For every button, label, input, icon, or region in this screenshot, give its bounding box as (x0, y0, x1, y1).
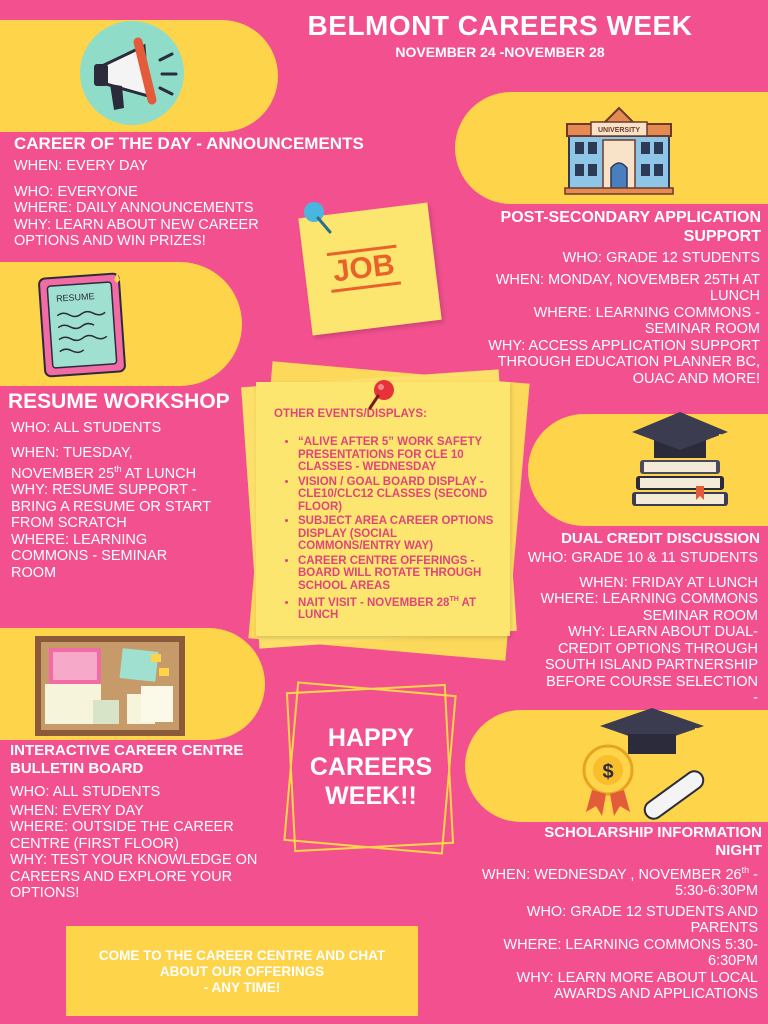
university-icon (563, 98, 675, 196)
scholarship-when-sup: th (741, 865, 750, 875)
dual-credit-details (525, 550, 758, 712)
scholarship-when-text: WHEN: WEDNESDAY , NOVEMBER 26 (481, 866, 742, 883)
red-pushpin-icon (364, 378, 404, 414)
nait-visit-rest: AT LUNCH (298, 596, 477, 622)
happy-line-3: WEEK!! (325, 782, 417, 810)
footer-line-3: - ANY TIME! (203, 980, 281, 995)
bulletin-title (10, 742, 270, 778)
other-events-title: OTHER EVENTS/DISPLAYS: (274, 408, 427, 420)
post-secondary-details (480, 250, 760, 392)
university-sign: UNIVERSITY (597, 127, 641, 134)
resume-when-sup: th (114, 464, 122, 474)
dual-credit-title: DUAL CREDIT DISCUSSION (561, 530, 760, 547)
dual-credit-why: WHY: LEARN ABOUT DUAL-CREDIT OPTIONS THROUGH SOUTH ISLAND PARTNERSHIP BEFORE COURSE SELECTION (545, 624, 758, 690)
dual-credit-who: WHO: GRADE 10 & 11 STUDENTS (527, 550, 758, 566)
resume-icon (38, 270, 128, 380)
resume-workshop-title: RESUME WORKSHOP (8, 390, 230, 413)
scholarship-why: WHY: LEARN MORE ABOUT LOCAL AWARDS AND APPLICATIONS (516, 969, 758, 1003)
megaphone-icon (72, 18, 190, 128)
bulletin-details (10, 784, 272, 907)
scholarship-where: WHERE: LEARNING COMMONS 5:30-6:30PM (503, 936, 758, 970)
footer-line-1: COME TO THE CAREER CENTRE AND CHAT (98, 948, 386, 963)
other-event-item: • CAREER CENTRE OFFERINGS - BOARD WILL ROTATE THROUGH SCHOOL AREAS (298, 555, 494, 593)
bulletin-board-icon (35, 636, 185, 736)
scholarship-title: SCHOLARSHIP INFORMATION NIGHT (544, 824, 762, 859)
nait-visit-text: NAIT VISIT - NOVEMBER 28 (298, 596, 450, 609)
resume-when-text: WHEN: TUESDAY, NOVEMBER 25 (11, 444, 133, 482)
resume-workshop-details (11, 420, 211, 586)
scholarship-when (462, 862, 758, 900)
bulletin-title-text: INTERACTIVE CAREER CENTRE BULLETIN BOARD (10, 742, 244, 777)
career-of-day-why: WHY: LEARN ABOUT NEW CAREER OPTIONS AND WIN PRIZES! (14, 216, 259, 249)
post-secondary-when: WHEN: MONDAY, NOVEMBER 25TH AT LUNCH (495, 271, 760, 304)
resume-who: WHO: ALL STUDENTS (11, 420, 162, 436)
resume-where: WHERE: LEARNING COMMONS - SEMINAR ROOM (11, 531, 168, 581)
post-secondary-where: WHERE: LEARNING COMMONS - SEMINAR ROOM (533, 304, 760, 337)
other-event-item: • SUBJECT AREA CAREER OPTIONS DISPLAY (SOCIAL COMMONS/ENTRY WAY) (298, 515, 494, 553)
post-secondary-title: POST-SECONDARY APPLICATION SUPPORT (500, 209, 761, 245)
happy-careers-week (290, 724, 452, 811)
happy-line-2: CAREERS (309, 753, 433, 781)
resume-why: WHY: RESUME SUPPORT - BRING A RESUME OR START FROM SCRATCH (11, 482, 211, 532)
career-of-day-when: WHEN: EVERY DAY (14, 158, 148, 174)
nait-visit-sup: TH (449, 596, 459, 603)
footer-text (66, 948, 418, 996)
dual-credit-dash: - (753, 690, 758, 706)
resume-when-rest: AT LUNCH (121, 465, 197, 482)
page-title: BELMONT CAREERS WEEK (307, 10, 693, 41)
dual-credit-where: WHERE: LEARNING COMMONS SEMINAR ROOM (540, 591, 758, 624)
job-label: JOB (327, 245, 401, 293)
happy-line-1: HAPPY (327, 724, 415, 752)
resume-label: RESUME (55, 291, 95, 304)
scholarship-icon (580, 708, 730, 820)
graduation-books-icon (626, 404, 734, 522)
footer-line-2: ABOUT OUR OFFERINGS (159, 964, 325, 979)
post-secondary-why: WHY: ACCESS APPLICATION SUPPORT THROUGH EDUCATION PLANNER BC, OUAC AND MORE! (488, 337, 760, 387)
scholarship-details (462, 862, 758, 1008)
scholarship-who: WHO: GRADE 12 STUDENTS AND PARENTS (526, 903, 758, 937)
career-of-day-who: WHO: EVERYONE (14, 183, 138, 200)
bulletin-when: WHEN: EVERY DAY (10, 802, 144, 819)
dual-credit-when: WHEN: FRIDAY AT LUNCH (579, 574, 758, 591)
event-dates: NOVEMBER 24 -NOVEMBER 28 (395, 44, 605, 60)
bulletin-where: WHERE: OUTSIDE THE CAREER CENTRE (FIRST FLOOR) (10, 819, 234, 852)
dollar-sign: $ (602, 761, 614, 783)
other-event-item (298, 594, 494, 622)
scholarship-when-rest: - 5:30-6:30PM (674, 866, 758, 900)
career-of-day-details (14, 158, 294, 255)
other-event-item: • “ALIVE AFTER 5” WORK SAFETY PRESENTATIONS FOR CLE 10 CLASSES - WEDNESDAY (298, 436, 494, 474)
bulletin-who: WHO: ALL STUDENTS (10, 784, 161, 800)
bulletin-why: WHY: TEST YOUR KNOWLEDGE ON CAREERS AND EXPLORE YOUR OPTIONS! (10, 852, 258, 901)
post-secondary-who: WHO: GRADE 12 STUDENTS (562, 250, 760, 266)
resume-when (11, 445, 211, 483)
other-events-note (256, 382, 510, 636)
career-of-day-title: CAREER OF THE DAY - ANNOUNCEMENTS (14, 134, 364, 153)
career-of-day-where: WHERE: DAILY ANNOUNCEMENTS (14, 200, 254, 216)
other-event-item: • VISION / GOAL BOARD DISPLAY - CLE10/CLC12 CLASSES (SECOND FLOOR) (298, 476, 494, 514)
pushpin-icon (300, 200, 340, 236)
